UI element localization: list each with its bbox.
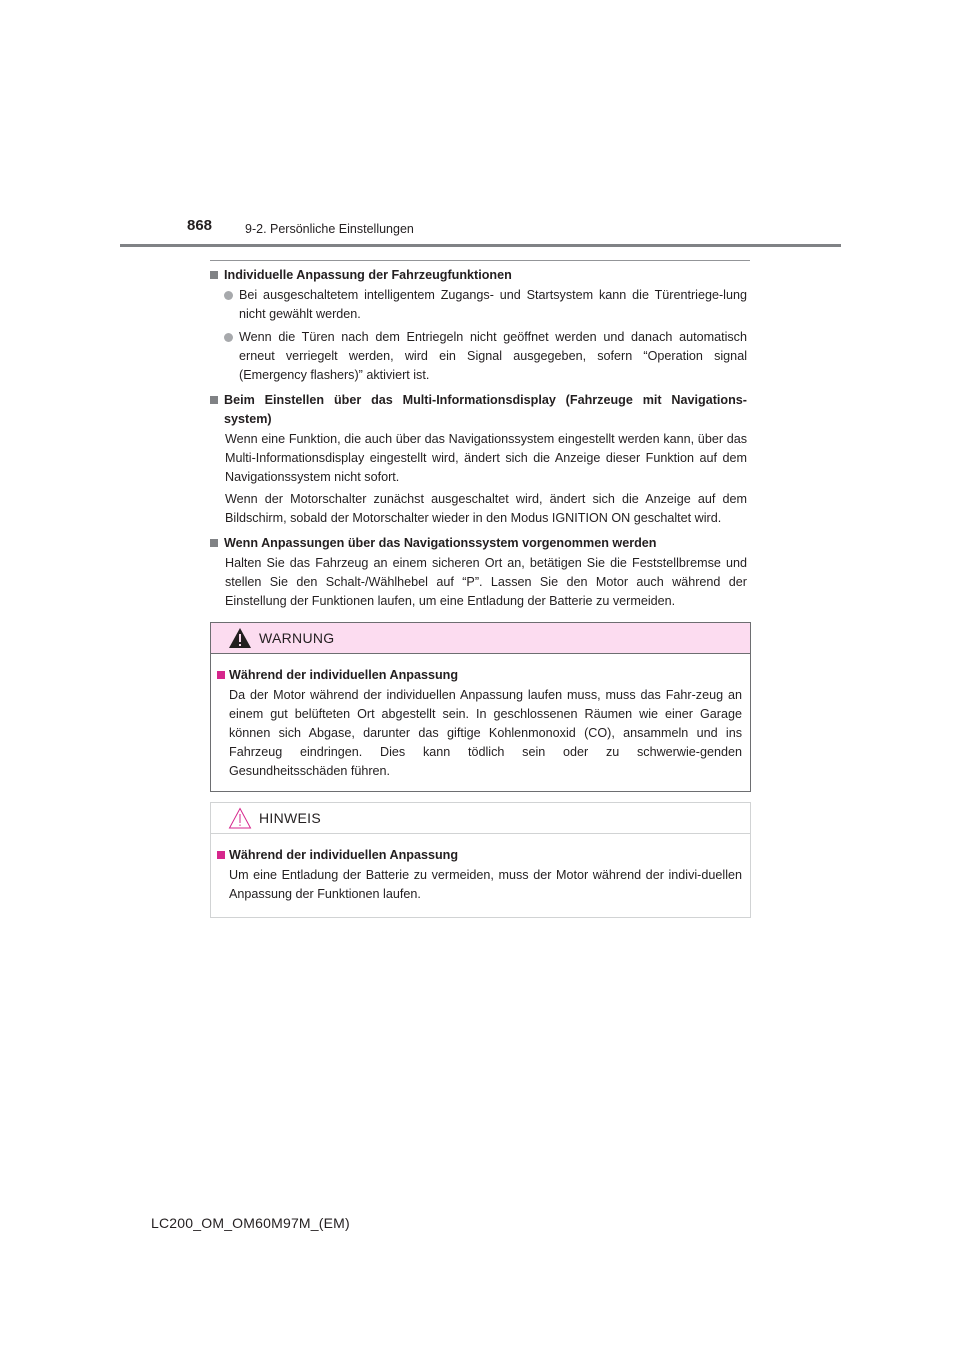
circle-bullet-icon xyxy=(224,333,233,342)
square-bullet-icon xyxy=(210,539,218,547)
warning-box xyxy=(210,622,751,792)
bullet-text: Wenn die Türen nach dem Entriegeln nicht geöffnet werden und danach automatisch erneut verriegelt werden, wird ein Signal ausgegeben, sofern “Operation signal (Emergency flashers)” aktiviert ist. xyxy=(239,330,747,382)
section-title: 9-2. Persönliche Einstellungen xyxy=(245,222,414,236)
warning-heading xyxy=(217,666,742,685)
bullet-item xyxy=(210,328,747,385)
warning-header xyxy=(211,623,750,654)
header-rule xyxy=(120,244,841,247)
square-bullet-icon xyxy=(217,851,225,859)
warning-label: WARNUNG xyxy=(259,630,335,646)
document-code: LC200_OM_OM60M97M_(EM) xyxy=(151,1215,350,1231)
main-content xyxy=(210,266,747,614)
caution-triangle-icon xyxy=(228,807,252,829)
bullet-item xyxy=(210,286,747,324)
section-heading-text: Wenn Anpassungen über das Navigationssystem vorgenommen werden xyxy=(224,536,657,550)
square-bullet-icon xyxy=(210,396,218,404)
notice-box xyxy=(210,802,751,918)
section-heading-text: Beim Einstellen über das Multi-Informationsdisplay (Fahrzeuge mit Navigations-system) xyxy=(224,393,747,426)
content-rule xyxy=(210,260,750,261)
section-heading xyxy=(210,534,747,553)
section-heading-text: Individuelle Anpassung der Fahrzeugfunktionen xyxy=(224,268,512,282)
paragraph: Wenn eine Funktion, die auch über das Navigationssystem eingestellt werden kann, über das Multi-Informationsdisplay eingestellt wird, ändert sich die Anzeige dieser Funktion auf dem Navigationssystem nicht sofort. xyxy=(225,432,747,484)
section-heading xyxy=(210,391,747,429)
paragraph: Wenn der Motorschalter zunächst ausgeschaltet wird, ändert sich die Anzeige auf dem Bildschirm, sobald der Motorschalter wieder in den Modus IGNITION ON geschaltet wird. xyxy=(225,492,747,525)
notice-header xyxy=(211,803,750,834)
bullet-text: Bei ausgeschaltetem intelligentem Zugangs- und Startsystem kann die Türentriege-lung nicht gewählt werden. xyxy=(239,288,747,321)
notice-heading-text: Während der individuellen Anpassung xyxy=(229,848,459,862)
warning-heading-text: Während der individuellen Anpassung xyxy=(229,668,459,682)
warning-text: Da der Motor während der individuellen Anpassung laufen muss, muss das Fahr-zeug an einem gut belüfteten Ort abgestellt sein. In geschlossenen Räumen wie einer Garage können sich Abgase, darunter das giftige Kohlenmonoxid (CO), ansammeln und ins Fahrzeug eindringen. Dies kann tödlich sein oder zu schwerwie-genden Gesundheitsschäden führen. xyxy=(229,688,742,778)
circle-bullet-icon xyxy=(224,291,233,300)
section-heading xyxy=(210,266,747,285)
warning-body xyxy=(211,654,750,781)
paragraph: Halten Sie das Fahrzeug an einem sicheren Ort an, betätigen Sie die Feststellbremse und stellen Sie den Schalt-/Wählhebel auf “P”. Lassen Sie den Motor auch während der Einstellung der Funktionen laufen, um eine Entladung der Batterie zu vermeiden. xyxy=(225,556,747,608)
notice-text: Um eine Entladung der Batterie zu vermeiden, muss der Motor während der indivi-duellen Anpassung der Funktionen laufen. xyxy=(229,868,742,901)
warning-triangle-icon xyxy=(228,627,252,649)
square-bullet-icon xyxy=(210,271,218,279)
notice-label: HINWEIS xyxy=(259,810,321,826)
notice-body xyxy=(211,834,750,904)
square-bullet-icon xyxy=(217,671,225,679)
page-number: 868 xyxy=(187,217,213,234)
notice-heading xyxy=(217,846,742,865)
